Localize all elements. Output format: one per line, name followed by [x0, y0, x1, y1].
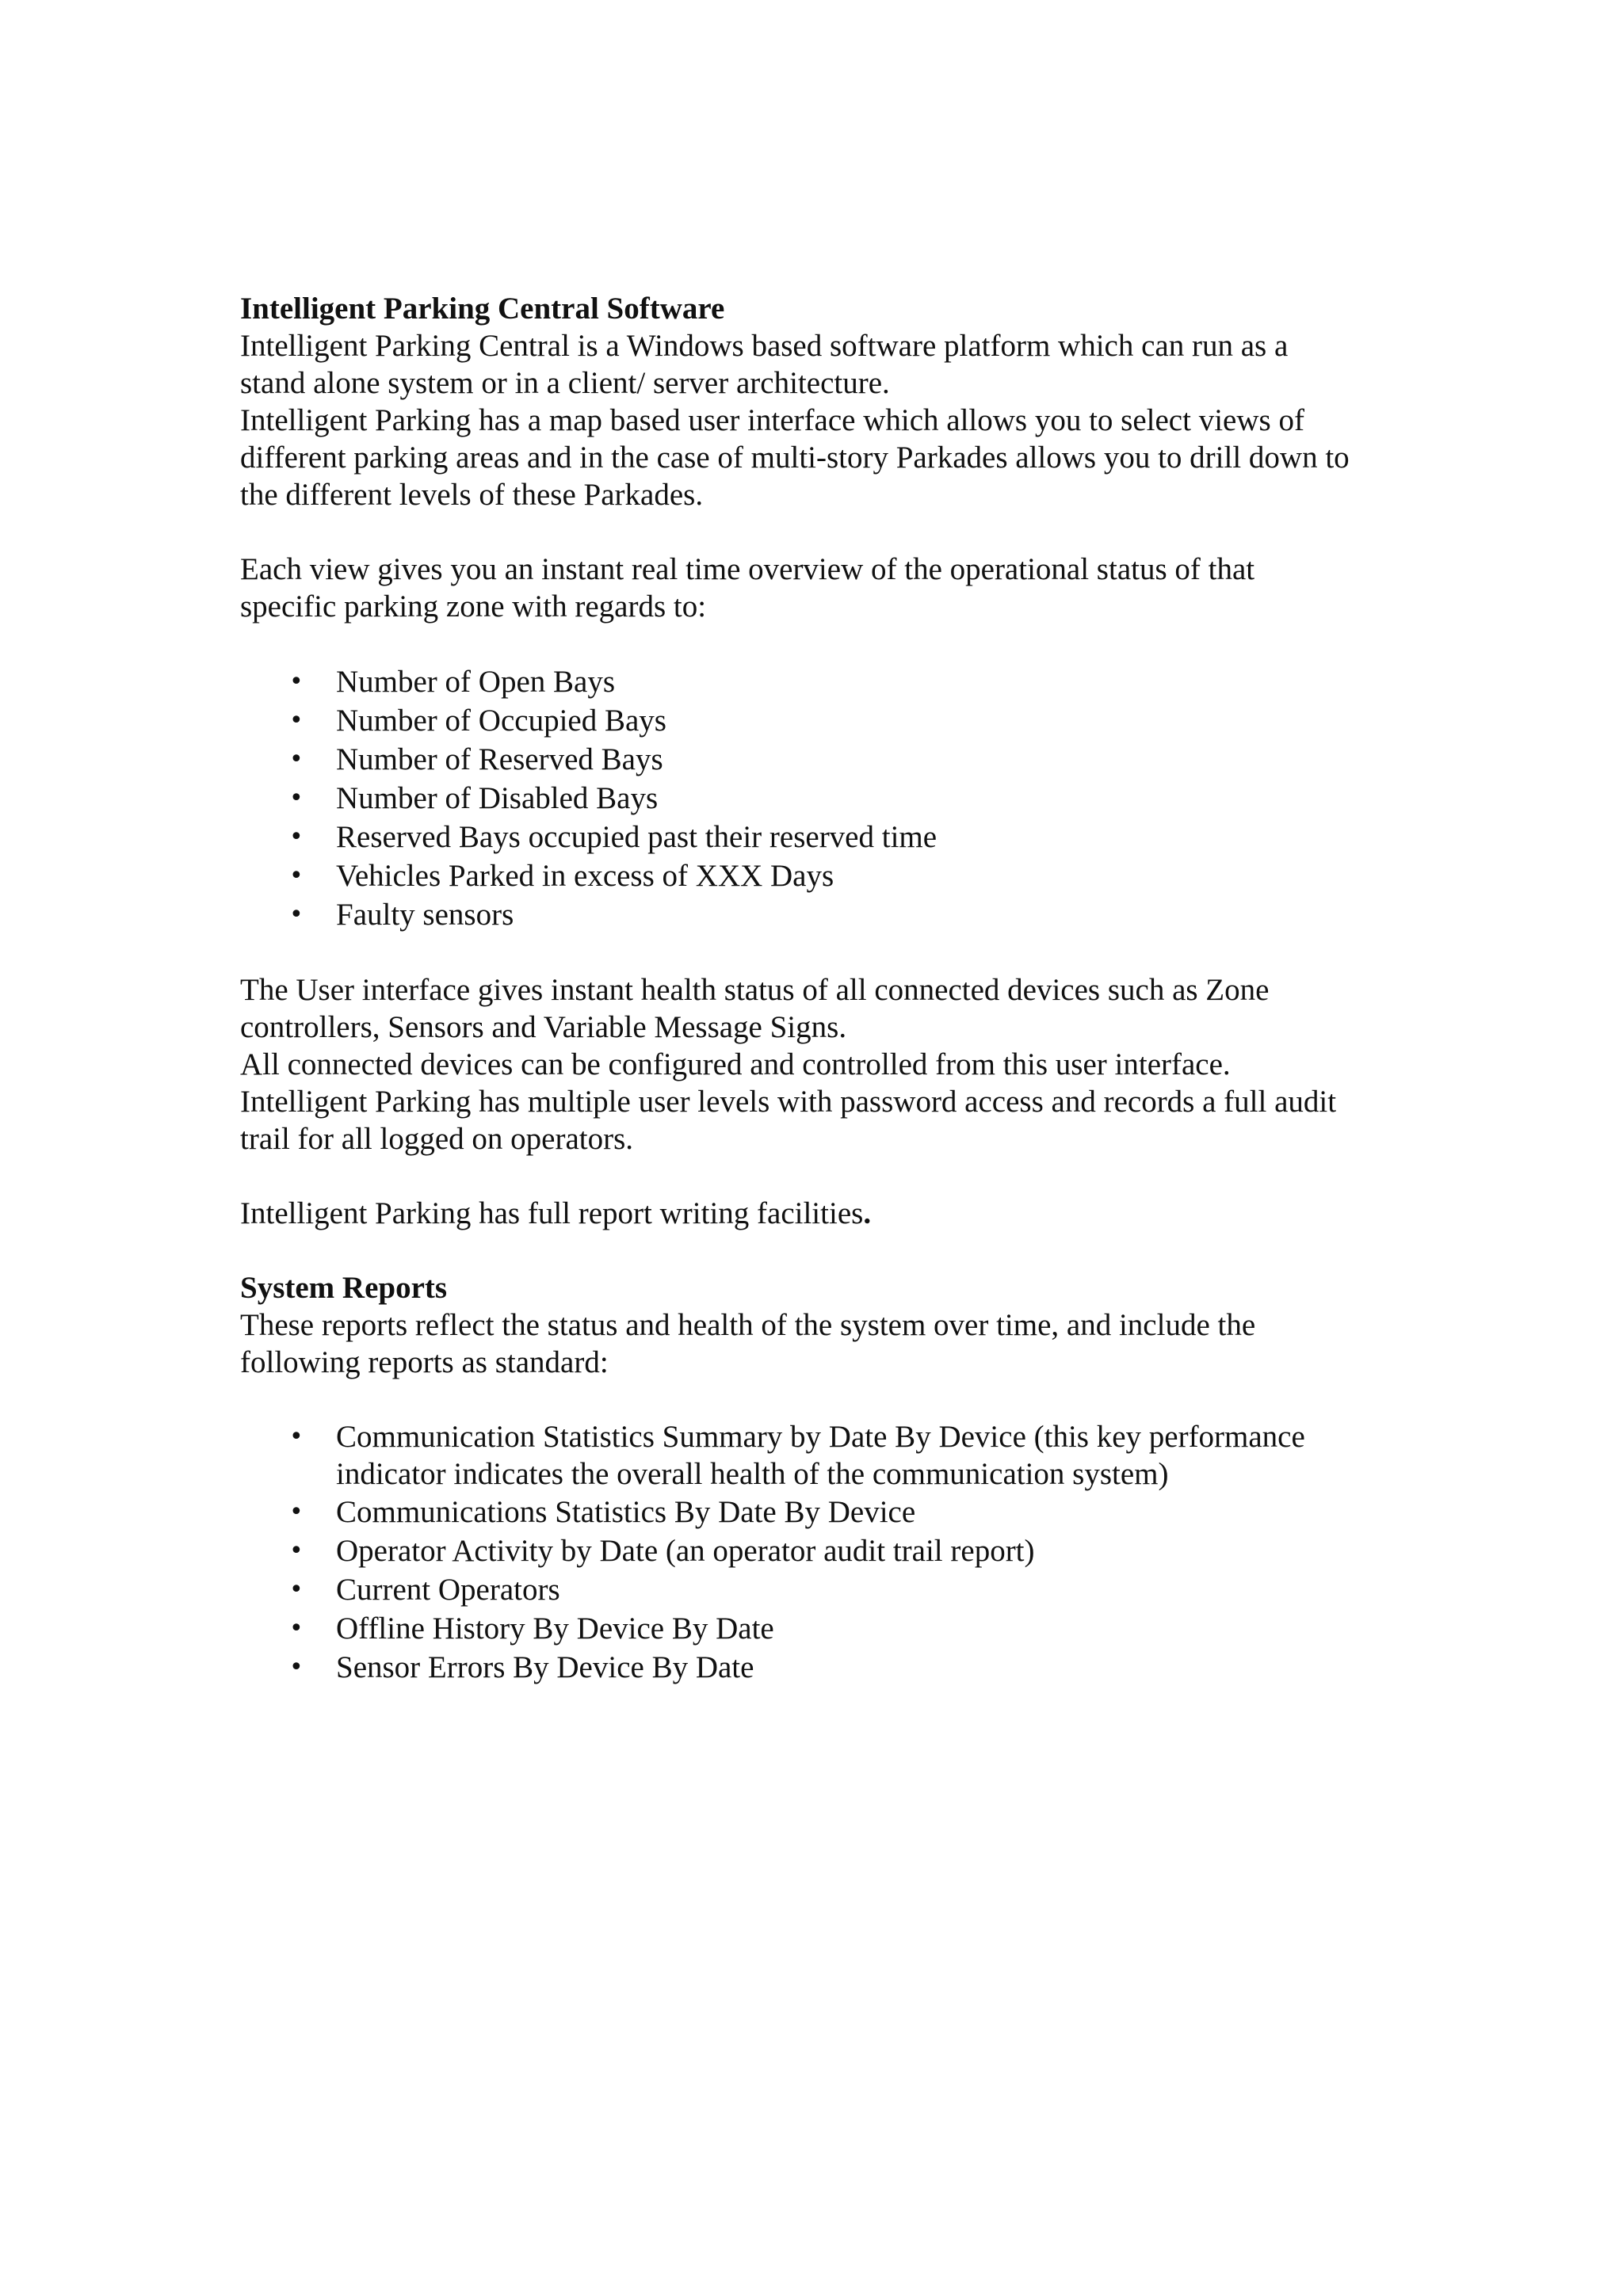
list-item: • Offline History By Device By Date [240, 1609, 1413, 1648]
list-item: • Sensor Errors By Device By Date [240, 1648, 1413, 1687]
text-line: specific parking zone with regards to: [240, 589, 707, 624]
intro-paragraph [240, 327, 1413, 402]
text-line: Each view gives you an instant real time overview of the operational status of that [240, 552, 1255, 586]
section-heading-reports: System Reports [240, 1271, 448, 1305]
map-interface-paragraph [240, 402, 1413, 513]
section-heading-software: Intelligent Parking Central Software [240, 292, 725, 326]
report-facilities-paragraph: Intelligent Parking has full report writing facilities. [240, 1196, 872, 1230]
list-item: • Current Operators [240, 1570, 1413, 1609]
text-line: The User interface gives instant health status of all connected devices such as Zone [240, 973, 1270, 1007]
list-item: • Reserved Bays occupied past their reserved time [240, 818, 1413, 856]
text-line: trail for all logged on operators. [240, 1122, 634, 1156]
text-line: the different levels of these Parkades. [240, 478, 704, 512]
list-item: • Number of Open Bays [240, 662, 1413, 701]
list-item: • Communications Statistics By Date By Device [240, 1493, 1413, 1531]
bullet-icon: • [289, 823, 304, 851]
bullet-icon: • [289, 707, 304, 734]
text-line: These reports reflect the status and health of the system over time, and include the [240, 1308, 1256, 1342]
list-item: • Vehicles Parked in excess of XXX Days [240, 856, 1413, 895]
bullet-icon: • [289, 668, 304, 696]
list-item: • Operator Activity by Date (an operator audit trail report) [240, 1531, 1413, 1570]
text-line: Intelligent Parking has a map based user interface which allows you to select views of [240, 403, 1304, 437]
document-page [240, 290, 1413, 1687]
text-line: following reports as standard: [240, 1345, 609, 1379]
list-item: • Number of Disabled Bays [240, 779, 1413, 818]
device-health-paragraph [240, 971, 1413, 1158]
text-line: different parking areas and in the case of multi-story Parkades allows you to drill down to [240, 441, 1350, 475]
bullet-icon: • [289, 862, 304, 890]
overview-paragraph [240, 551, 1413, 625]
zone-status-list [240, 662, 1413, 934]
bullet-icon: • [289, 1498, 304, 1526]
list-item: • Number of Occupied Bays [240, 701, 1413, 740]
list-item: • Number of Reserved Bays [240, 740, 1413, 779]
bullet-icon: • [289, 1653, 304, 1681]
bullet-icon: • [289, 901, 304, 929]
bullet-icon: • [289, 1537, 304, 1565]
text-line: stand alone system or in a client/ server architecture. [240, 366, 890, 400]
bullet-icon: • [289, 746, 304, 773]
system-reports-list [240, 1418, 1413, 1687]
list-item: • Communication Statistics Summary by Date By Device (this key performance indicator indicates the overall health of the communication system) [289, 1420, 1305, 1491]
bullet-icon: • [289, 1423, 304, 1451]
bullet-icon: • [289, 1615, 304, 1642]
text-line: All connected devices can be configured and controlled from this user interface. [240, 1047, 1231, 1081]
bullet-icon: • [289, 784, 304, 812]
text-line: controllers, Sensors and Variable Message Signs. [240, 1010, 847, 1044]
text-line: Intelligent Parking has multiple user levels with password access and records a full audit [240, 1085, 1337, 1119]
list-item: • Faulty sensors [240, 895, 1413, 934]
reports-intro-paragraph [240, 1306, 1413, 1381]
bullet-icon: • [289, 1576, 304, 1604]
text-line: Intelligent Parking Central is a Windows based software platform which can run as a [240, 329, 1289, 363]
